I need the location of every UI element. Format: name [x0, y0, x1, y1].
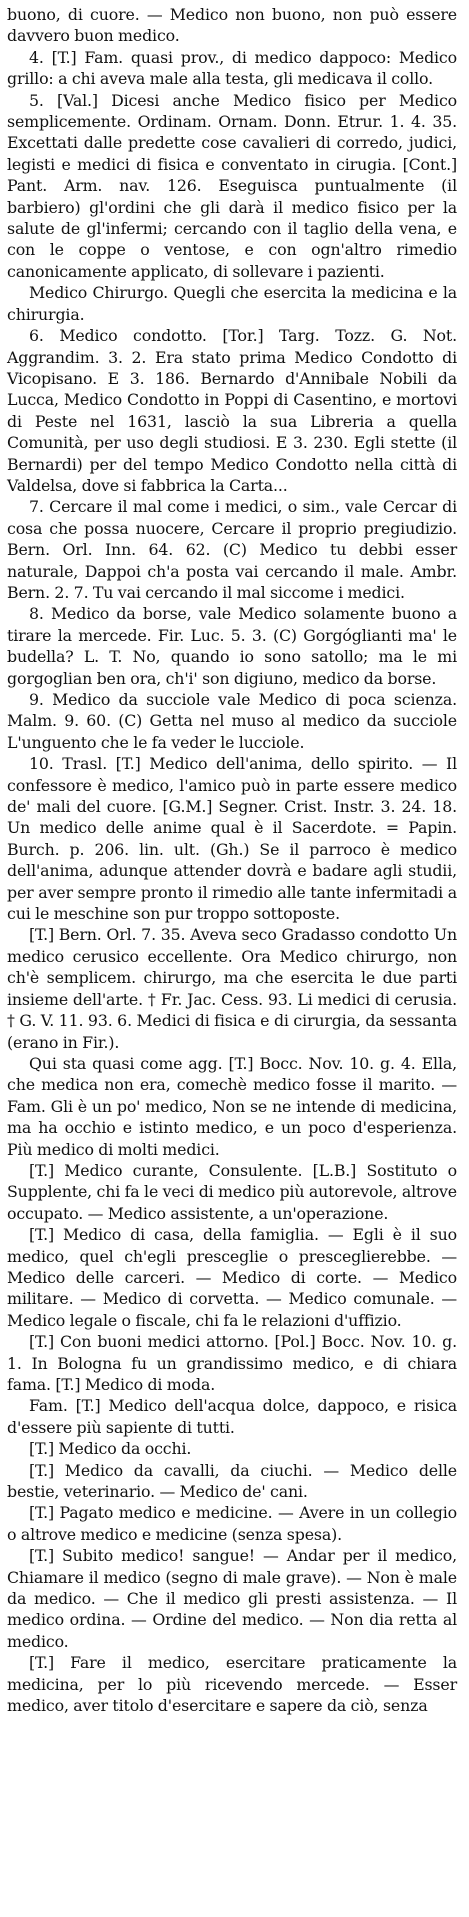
sense-medico-da-occhi: [T.] Medico da occhi. [29, 1439, 192, 1459]
sense-4: 4. [T.] Fam. quasi prov., di medico dappoco: Medico grillo: a chi aveva male alla testa, gli medicava il collo. [7, 47, 457, 89]
sense-acqua-dolce: Fam. [T.] Medico dell'acqua dolce, dappoco, e risica d'essere più sapiente di tutti. [7, 1396, 457, 1437]
sense-subito-medico: [T.] Subito medico! sangue! — Andar per il medico, Chiamare il medico (segno di male grave). — Non è male da medico. — Che il medico gli presti assistenza. — Il medico ordina. — Ordine del medico. — Non dia retta al medico. [7, 1546, 457, 1651]
sense-medico-da-cavalli: [T.] Medico da cavalli, da ciuchi. — Medico delle bestie, veterinario. — Medico de' cani. [7, 1460, 457, 1502]
sense-pagato-medico: [T.] Pagato medico e medicine. — Avere in un collegio o altrove medico e medicine (senza spesa). [7, 1503, 457, 1544]
sense-10: 10. Trasl. [T.] Medico dell'anima, dello spirito. — Il confessore è medico, l'amico può in parte essere medico de' mali del cuore. [G.M.] Segner. Crist. Instr. 3. 24. 18. Un medico delle anime qual è il Sacerdote. = Papin. Burch. p. 206. lin. ult. (Gh.) Se il parroco è medico dell'anima, adunque attender dovrà e badare agli studii, per aver sempre pronto il rimedio alle tante infermitadi a cui le meschine son pur troppo sottoposte. [7, 754, 457, 924]
sense-5: 5. [Val.] Dicesi anche Medico fisico per Medico semplicemente. Ordinam. Ornam. Donn. Etrur. 1. 4. 35. Excettati dalle predette cose cavalieri di corredo, judici, legisti e medici di fisica e conventato in cirugia. [Cont.] Pant. Arm. nav. 126. Eseguisca puntualmente (il barbiero) gl'ordini che gli darà il medico fisico per la salute de gl'infermi; cercando con il taglio della vena, e con le coppe o ventose, e con ogn'altro rimedio canonicamente applicato, di sollevare i pazienti. [7, 90, 457, 281]
sense-medico-cerusico: [T.] Bern. Orl. 7. 35. Aveva seco Gradasso condotto Un medico cerusico eccellente. Ora Medico chirurgo, non ch'è semplicem. chirurgo, ma che esercita le due parti insieme dell'arte. † Fr. Jac. Cess. 93. Li medici di cerusia. † G. V. 11. 93. 6. Medici di fisica e di cirurgia, da sessanta (erano in Fir.). [7, 925, 457, 1052]
sense-come-agg: Qui sta quasi come agg. [T.] Bocc. Nov. 10. g. 4. Ella, che medica non era, comechè medico fosse il marito. — Fam. Gli è un po' medico, Non se ne intende di medicina, ma ha occhio e istinto medico, e un poco d'esperienza. Più medico di molti medici. [7, 1053, 457, 1159]
sense-medico-chirurgo: Medico Chirurgo. Quegli che esercita la medicina e la chirurgia. [7, 283, 457, 324]
sense-6: 6. Medico condotto. [Tor.] Targ. Tozz. G. Not. Aggrandim. 3. 2. Era stato prima Medico Condotto di Vicopisano. E 3. 186. Bernardo d'Annibale Nobili da Lucca, Medico Condotto in Poppi di Casentino, e mortovi di Peste nel 1631, lasciò la sua Libreria a quella Comunità, per uso degli studiosi. E 3. 230. Egli stette (il Bernardi) per del tempo Medico Condotto nella città di Valdelsa, dove si fabbrica la Carta... [7, 326, 457, 495]
sense-fare-il-medico: [T.] Fare il medico, esercitare praticamente la medicina, per lo più ricevendo mercede. — Esser medico, aver titolo d'esercitare e sapere da ciò, senza [7, 1653, 457, 1716]
sense-medico-di-casa: [T.] Medico di casa, della famiglia. — Egli è il suo medico, quel ch'egli presceglie o presceglierebbe. — Medico delle carceri. — Medico di corte. — Medico militare. — Medico di corvetta. — Medico comunale. — Medico legale o fiscale, chi fa le relazioni d'uffizio. [7, 1225, 457, 1330]
sense-medico-curante: [T.] Medico curante, Consulente. [L.B.] Sostituto o Supplente, chi fa le veci di medico più autorevole, altrove occupato. — Medico assistente, a un'operazione. [7, 1160, 457, 1223]
sense-7: 7. Cercare il mal come i medici, o sim., vale Cercar di cosa che possa nuocere, Cercare il proprio pregiudizio. Bern. Orl. Inn. 64. 62. (C) Medico tu debbi esser naturale, Dappoi ch'a posta vai cercando il male. Ambr. Bern. 2. 7. Tu vai cercando il mal siccome i medici. [7, 497, 457, 602]
sense-buoni-medici: [T.] Con buoni medici attorno. [Pol.] Bocc. Nov. 10. g. 1. In Bologna fu un grandissimo medico, e di chiara fama. [T.] Medico di moda. [7, 1332, 457, 1394]
entry-paragraph: buono, di cuore. — Medico non buono, non può essere davvero buon medico. [7, 5, 457, 46]
sense-9: 9. Medico da succiole vale Medico di poca scienza. Malm. 9. 60. (C) Getta nel muso al medico da succiole L'unguento che le fa veder le lucciole. [7, 690, 457, 752]
sense-8: 8. Medico da borse, vale Medico solamente buono a tirare la mercede. Fir. Luc. 5. 3. (C) Gorgóglianti ma' le budella? L. T. No, quando io sono satollo; ma le mi gorgoglian ben ora, ch'i' son digiuno, medico da borse. [7, 604, 457, 688]
